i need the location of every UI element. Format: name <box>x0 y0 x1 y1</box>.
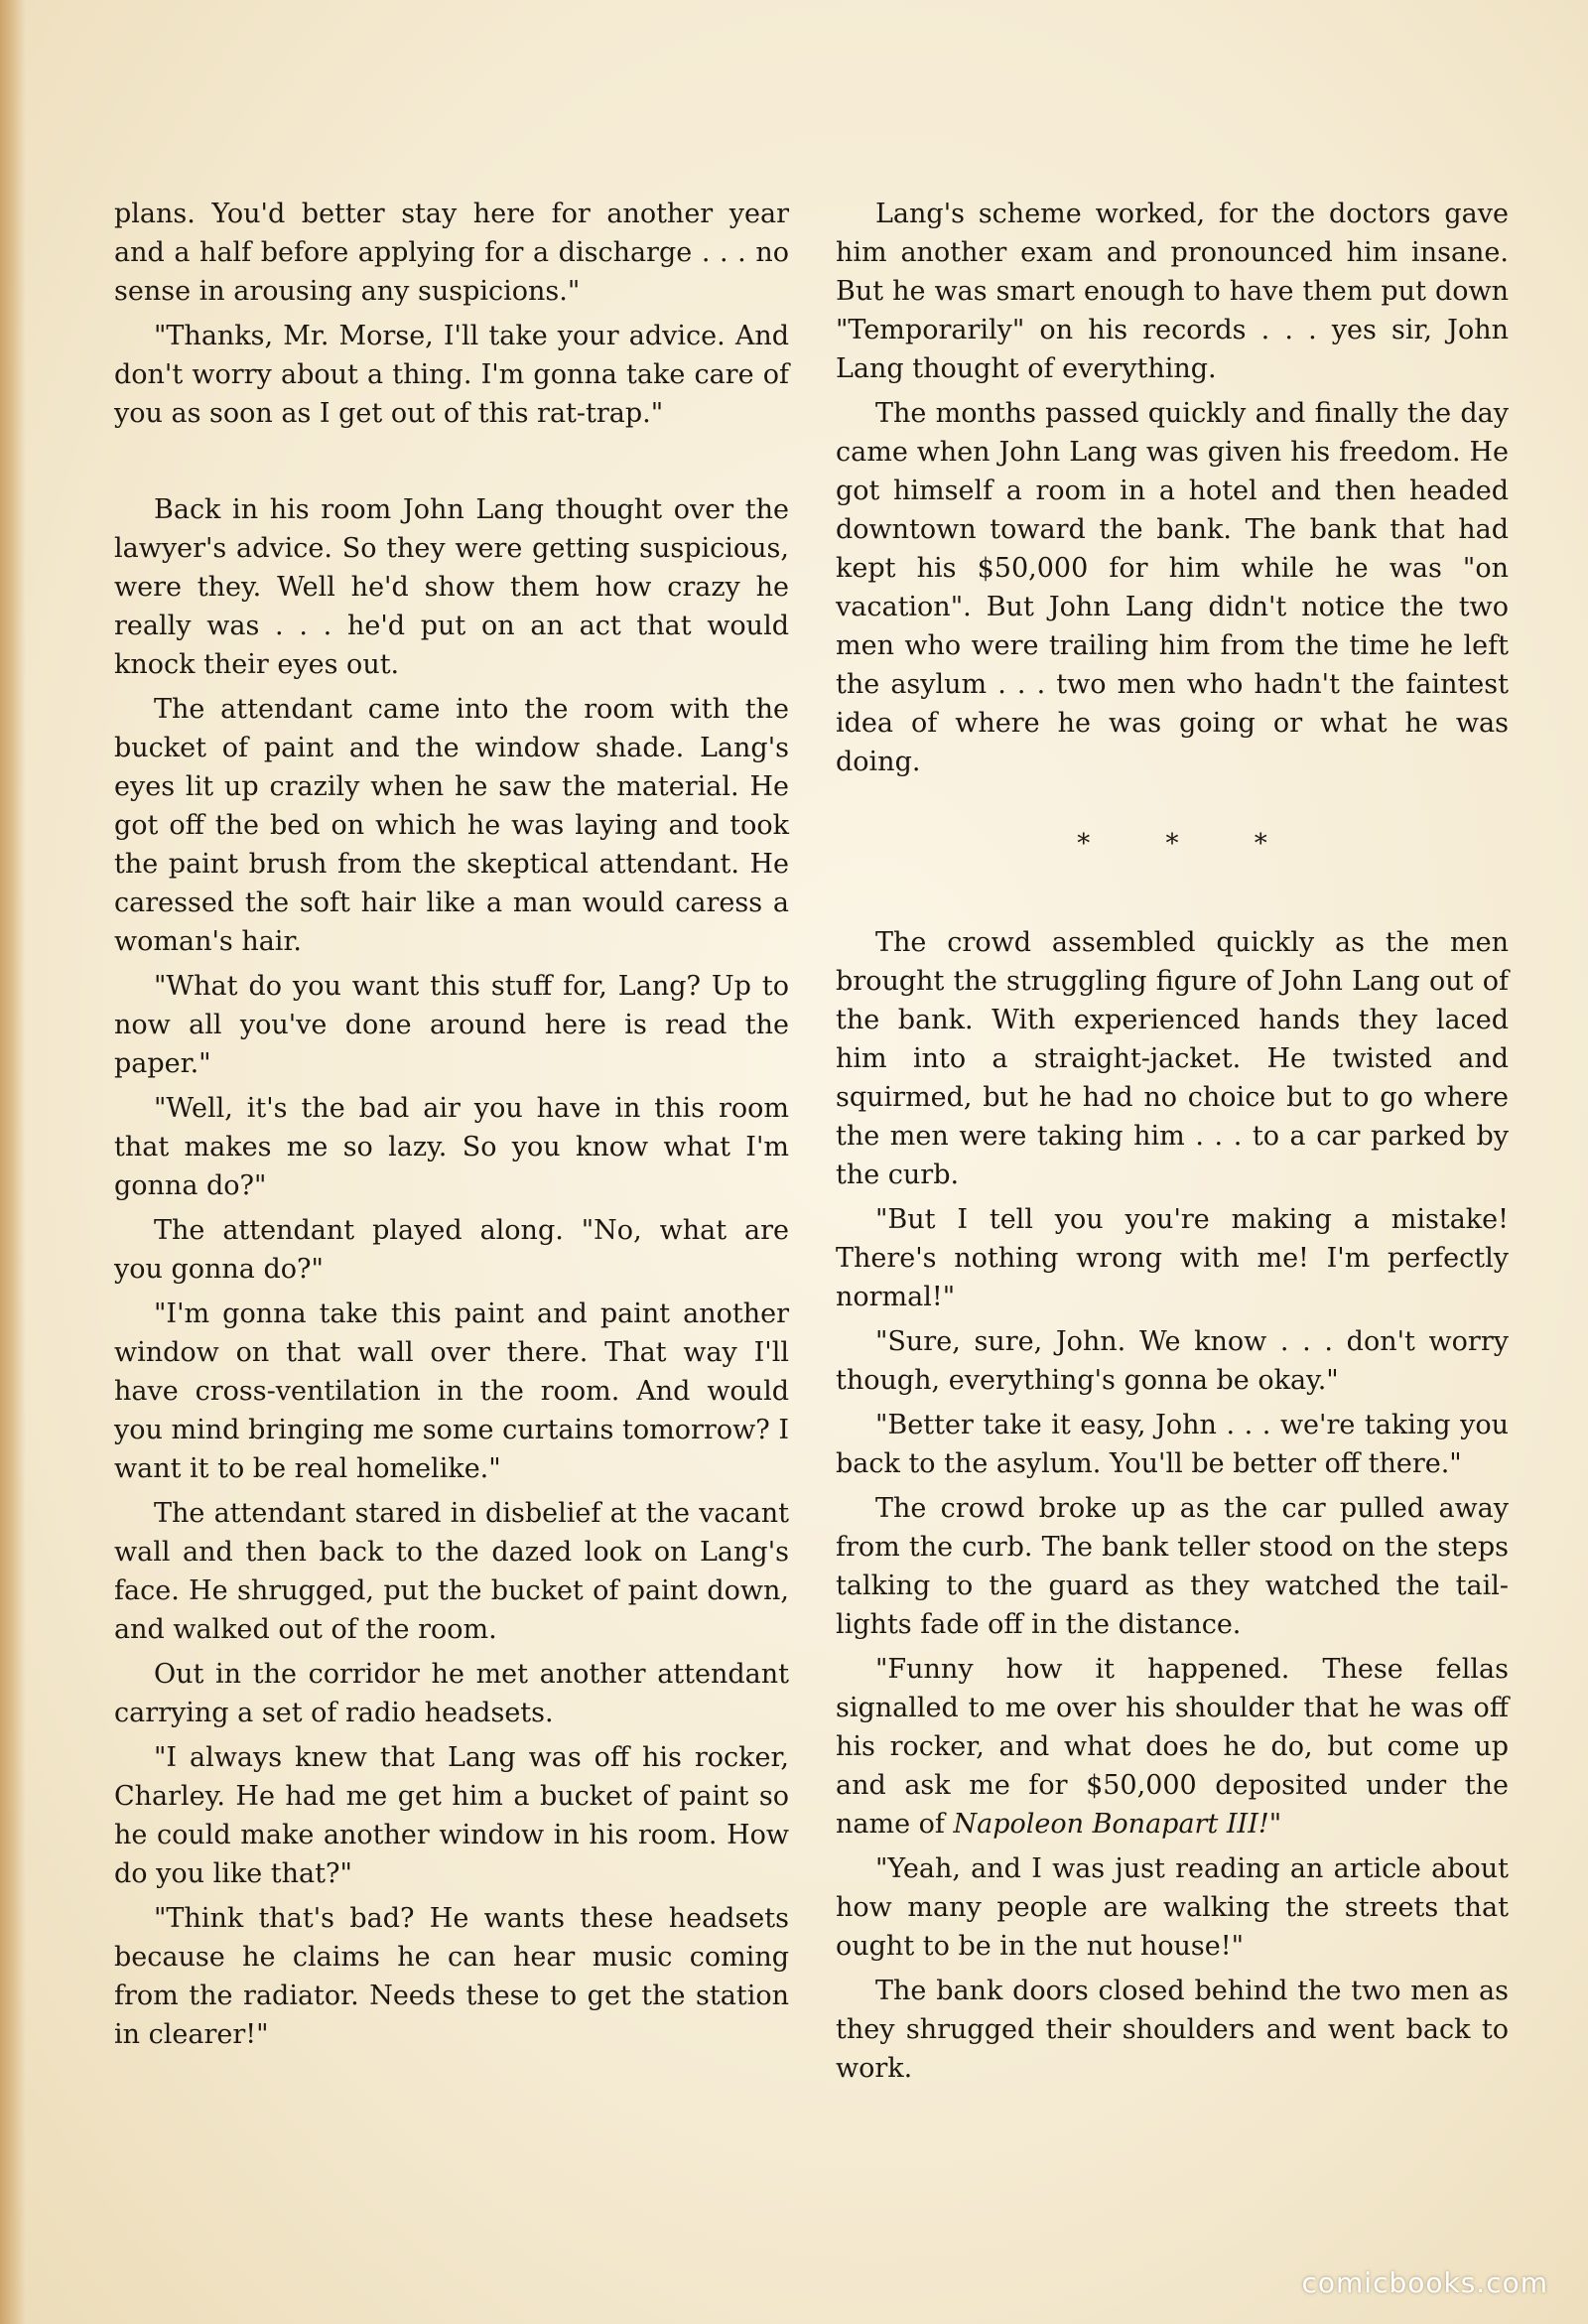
page-edge <box>0 0 26 2324</box>
paragraph: "Well, it's the bad air you have in this room that makes me so lazy. So you know what I'm gonna do?" <box>114 1093 789 1201</box>
paragraph: The attendant came into the room with the bucket of paint and the window shade. Lang's eyes lit up crazily when he saw the material. He got off the bed on which he was laying and took the paint brush from the skeptical attendant. He caressed the soft hair like a man would caress a woman's hair. <box>114 694 789 957</box>
paragraph: The attendant stared in disbelief at the vacant wall and then back to the dazed look on Lang's face. He shrugged, put the bucket of paint down, and walked out of the room. <box>114 1498 789 1645</box>
paragraph: The months passed quickly and finally the day came when John Lang was given his freedom. He got himself a room in a hotel and then headed downtown toward the bank. The bank that had kept his $50,000 for him while he was "on vacation". But John Lang didn't notice the two men who were trailing him from the time he left the asylum . . . two men who hadn't the faintest idea of where he was going or what he was doing. <box>836 398 1509 777</box>
paragraph-teller-quote <box>836 1650 1509 1844</box>
paragraph: "Yeah, and I was just reading an article about how many people are walking the streets that ought to be in the nut house!" <box>836 1853 1509 1962</box>
paragraph: "Thanks, Mr. Morse, I'll take your advice. And don't worry about a thing. I'm gonna take care of you as soon as I get out of this rat-trap." <box>114 321 789 429</box>
paragraph: "What do you want this stuff for, Lang? Up to now all you've done around here is read the paper." <box>114 971 789 1079</box>
quote-close: " <box>1268 1809 1282 1840</box>
paragraph: Lang's scheme worked, for the doctors gave him another exam and pronounced him insane. But he was smart enough to have them put down "Temporarily" on his records . . . yes sir, John Lang thought of everything. <box>836 199 1509 384</box>
paragraph: "I'm gonna take this paint and paint another window on that wall over there. That way I'll have cross-ventilation in the room. And would you mind bringing me some curtains tomorrow? I want it to be real homelike." <box>114 1299 789 1484</box>
paragraph: "Sure, sure, John. We know . . . don't worry though, everything's gonna be okay." <box>836 1326 1509 1396</box>
paragraph: The bank doors closed behind the two men as they shrugged their shoulders and went back to work. <box>836 1976 1509 2084</box>
paragraph: Out in the corridor he met another attendant carrying a set of radio headsets. <box>114 1659 789 1728</box>
paragraph: Back in his room John Lang thought over the lawyer's advice. So they were getting suspicious, were they. Well he'd show them how crazy he really was . . . he'd put on an act that would knock their eyes out. <box>114 494 789 680</box>
paragraph: "I always knew that Lang was off his rocker, Charley. He had me get him a bucket of paint so he could make another window in his room. How do you like that?" <box>114 1742 789 1889</box>
left-column <box>114 195 789 2060</box>
section-separator: * * * <box>1077 829 1301 859</box>
paragraph: "Better take it easy, John . . . we're taking you back to the asylum. You'll be better off there." <box>836 1410 1509 1479</box>
quote-italic-name: Napoleon Bonapart III! <box>953 1809 1269 1840</box>
paragraph: "But I tell you you're making a mistake! There's nothing wrong with me! I'm perfectly normal!" <box>836 1204 1509 1312</box>
quote-text: "Funny how it happened. These fellas signalled to me over his shoulder that he was off his rocker, and what does he do, but come up and ask me for $50,000 deposited under the name of <box>836 1654 1509 1840</box>
paragraph: The crowd broke up as the car pulled away from the curb. The bank teller stood on the steps talking to the guard as they watched the tail-lights fade off in the distance. <box>836 1493 1509 1640</box>
paragraph: plans. You'd better stay here for another year and a half before applying for a discharge . . . no sense in arousing any suspicions." <box>114 199 789 307</box>
paragraph: The crowd assembled quickly as the men brought the struggling figure of John Lang out of the bank. With experienced hands they laced him into a straight-jacket. He twisted and squirmed, but he had no choice but to go where the men were taking him . . . to a car parked by the curb. <box>836 927 1509 1190</box>
paragraph: The attendant played along. "No, what are you gonna do?" <box>114 1215 789 1285</box>
right-column <box>836 195 1509 2094</box>
paragraph: "Think that's bad? He wants these headsets because he claims he can hear music coming from the radiator. Needs these to get the station in clearer!" <box>114 1903 789 2050</box>
watermark: comicbooks.com <box>1301 2266 1548 2299</box>
